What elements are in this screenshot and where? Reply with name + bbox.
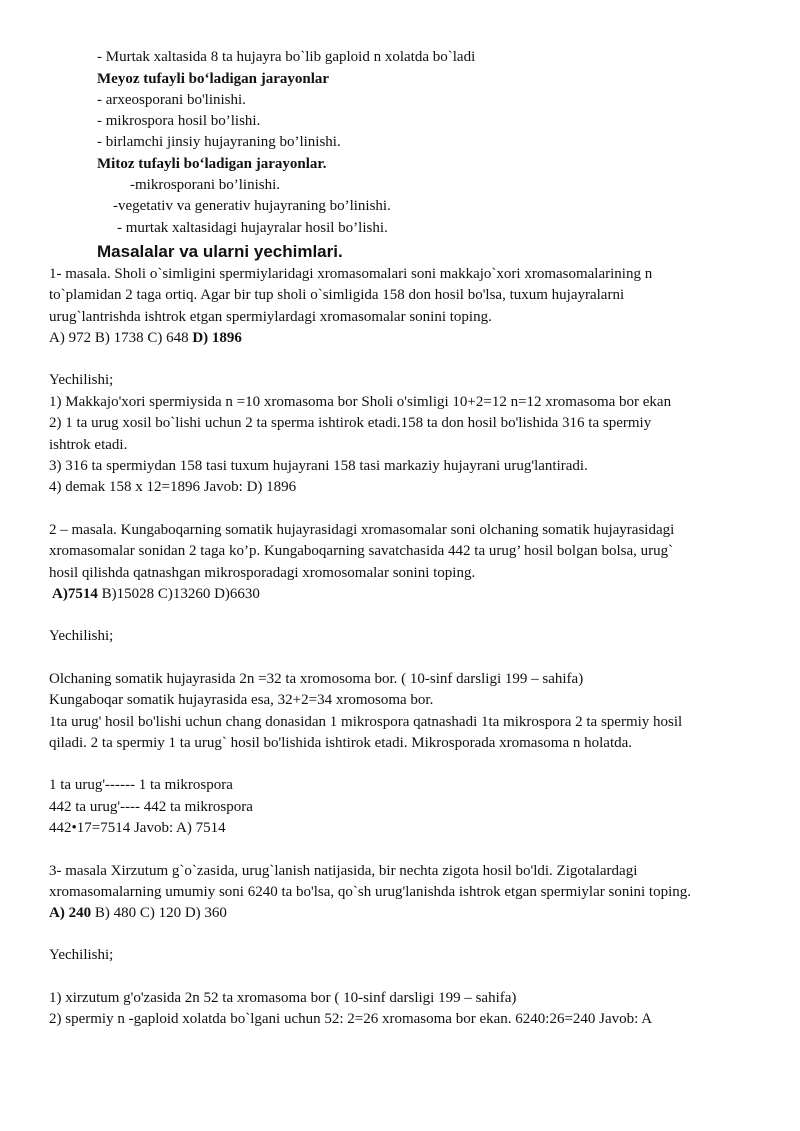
correct-option: D) 1896 <box>192 330 242 346</box>
section-title: Masalalar va ularni yechimlari. <box>97 242 343 261</box>
problem-3-options <box>49 903 227 924</box>
solution-step: Olchaning somatik hujayrasida 2n =32 ta xromosoma bor. ( 10-sinf darsligi 199 – sahifa) <box>49 671 584 687</box>
problem-2-text: xromasomalar sonidan 2 taga ko’p. Kungaboqarning savatchasida 442 ta urug’ hosil bolgan bolsa, urug` <box>49 543 674 559</box>
text-line: -mikrosporani bo’linishi. <box>130 177 280 193</box>
text-line: - murtak xaltasidagi hujayralar hosil bo’lishi. <box>117 220 388 236</box>
options-text: B)15028 C)13260 D)6630 <box>97 586 260 602</box>
mitosis-heading: Mitoz tufayli bo‘ladigan jarayonlar. <box>97 156 327 172</box>
solution-step: 3) 316 ta spermiydan 158 tasi tuxum hujayrani 158 tasi markaziy hujayrani urug'lantiradi. <box>49 458 588 474</box>
solution-step: 442 ta urug'---- 442 ta mikrospora <box>49 799 253 815</box>
solution-step: 1ta urug' hosil bo'lishi uchun chang donasidan 1 mikrospora qatnashadi 1ta mikrospora 2 ta spermiy hosil <box>49 714 683 730</box>
solution-step: Kungaboqar somatik hujayrasida esa, 32+2=34 xromosoma bor. <box>49 692 434 708</box>
solution-step: 1 ta urug'------ 1 ta mikrospora <box>49 777 233 793</box>
solution-answer: 442•17=7514 Javob: A) 7514 <box>49 820 226 836</box>
text-line: - mikrospora hosil bo’lishi. <box>97 113 261 129</box>
solution-step: qiladi. 2 ta spermiy 1 ta urug` hosil bo'lishida ishtirok etadi. Mikrosporada xromasoma n holatda. <box>49 735 633 751</box>
text-line: - Murtak xaltasida 8 ta hujayra bo`lib gaploid n xolatda bo`ladi <box>97 49 476 65</box>
solution-step: ishtrok etadi. <box>49 437 128 453</box>
options-text: B) 480 C) 120 D) 360 <box>91 905 227 921</box>
solution-label: Yechilishi; <box>49 947 114 963</box>
solution-label: Yechilishi; <box>49 628 114 644</box>
problem-1-text: urug`lantrishda ishtrok etgan spermiylardagi xromasomalar sonini toping. <box>49 309 492 325</box>
meiosis-heading: Meyoz tufayli bo‘ladigan jarayonlar <box>97 71 330 87</box>
problem-2-options <box>52 584 260 605</box>
problem-2-text: hosil qilishda qatnashgan mikrosporadagi xromosomalar sonini toping. <box>49 565 476 581</box>
solution-step: 2) spermiy n -gaploid xolatda bo`lgani uchun 52: 2=26 xromasoma bor ekan. 6240:26=240 Javob: A <box>49 1011 653 1027</box>
solution-step: 1) xirzutum g'o'zasida 2n 52 ta xromasoma bor ( 10-sinf darsligi 199 – sahifa) <box>49 990 517 1006</box>
solution-step: 2) 1 ta urug xosil bo`lishi uchun 2 ta sperma ishtirok etadi.158 ta don hosil bo'lishida 316 ta spermiy <box>49 415 652 431</box>
problem-1-text: 1- masala. Sholi o`simligini spermiylaridagi xromasomalari soni makkajo`xori xromasomalarining n <box>49 266 653 282</box>
solution-answer: 4) demak 158 x 12=1896 Javob: D) 1896 <box>49 479 297 495</box>
text-line: - arxeosporani bo'linishi. <box>97 92 246 108</box>
problem-3-text: 3- masala Xirzutum g`o`zasida, urug`lanish natijasida, bir nechta zigota hosil bo'ldi. Zigotalardagi <box>49 863 638 879</box>
text-line: -vegetativ va generativ hujayraning bo’linishi. <box>113 198 391 214</box>
correct-option: A) 240 <box>49 905 92 921</box>
problem-2-text: 2 – masala. Kungaboqarning somatik hujayrasidagi xromasomalar soni olchaning somatik hujayrasidagi <box>49 522 675 538</box>
problem-3-text: xromasomalarning umumiy soni 6240 ta bo'lsa, qo`sh urug'lanishda ishtrok etgan spermiylar sonini toping. <box>49 884 691 900</box>
text-line: - birlamchi jinsiy hujayraning bo’linishi. <box>97 134 341 150</box>
options-text: A) 972 B) 1738 C) 648 <box>49 330 193 346</box>
problem-1-text: to`plamidan 2 taga ortiq. Agar bir tup sholi o`simligida 158 don hosil bo'lsa, tuxum hujayralarni <box>49 287 625 303</box>
problem-1-options <box>49 328 242 349</box>
correct-option: A)7514 <box>52 586 98 602</box>
solution-step: 1) Makkajo'xori spermiysida n =10 xromasoma bor Sholi o'simligi 10+2=12 n=12 xromasoma bor ekan <box>49 394 672 410</box>
solution-label: Yechilishi; <box>49 372 114 388</box>
